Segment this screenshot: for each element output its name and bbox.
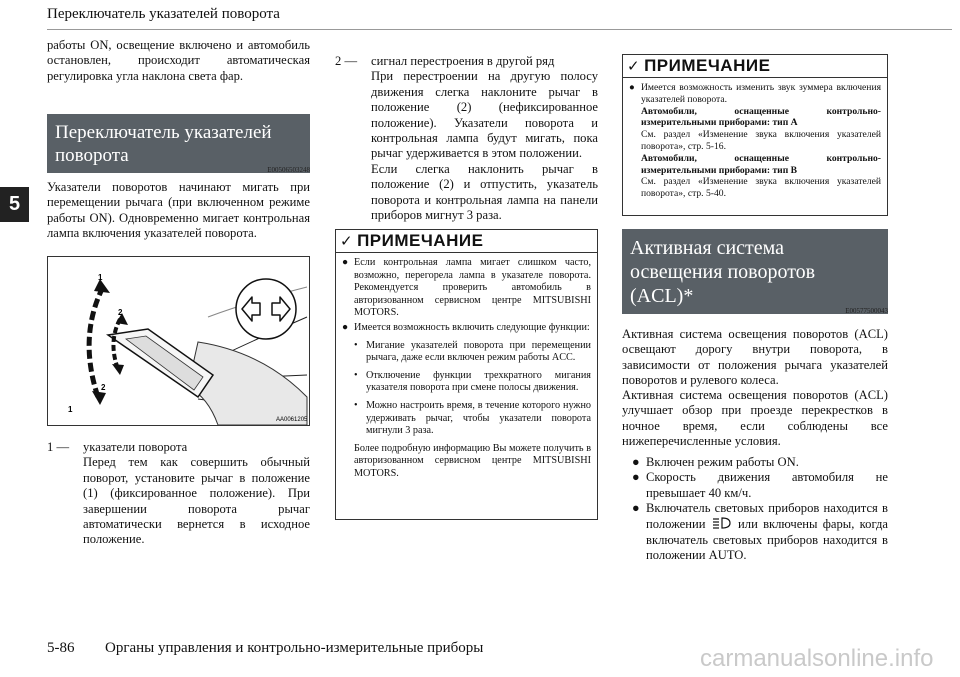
watermark: carmanualsonline.info [700,645,934,672]
check-icon: ✓ [340,233,354,250]
list-item: ● Включен режим работы ON. [632,455,799,469]
list-item: ● Скорость движения автомобиля не превышает 40 км/ч. [632,470,888,500]
item-2 [335,54,598,223]
note-bullet: ● Имеется возможность включить следующие функции: [342,321,590,333]
note-subitem: • Мигание указателей поворота при перемещении рычага, даже если включен режим работы ACC. [354,339,591,364]
lever-illustration [48,257,309,425]
check-icon: ✓ [627,58,641,75]
acl-paragraph-1: Активная система освещения поворотов (ACL) освещают дорогу внутри поворота, в зависимости от положения рычага указателей поворотов и рулевого колеса. [622,327,888,388]
note-subitem: • Отключение функции трехкратного мигания указателя поворота при смене полосы движения. [354,369,591,394]
figure-label-2-top: 2 [118,308,123,317]
note-header [623,55,887,78]
chapter-tab: 5 [0,187,29,222]
list-item: ● Включатель световых приборов находится в положении или включены фары, когда включатель световых приборов находится в положении AUTO. [632,501,888,563]
note-bullet: ● Если контрольная лампа мигает слишком часто, возможно, перегорела лампа в указателе поворота. Рекомендуется проверить автомобиль в авторизованном сервисном центре MITSUBISHI MOTORS. [342,257,591,319]
note-heading: ПРИМЕЧАНИЕ [644,56,771,75]
figure-label-2-bottom: 2 [101,383,106,392]
figure-label-1-top: 1 [98,273,103,282]
page-title: Переключатель указателей поворота [47,6,280,22]
section-title-acl: Активная система освещения поворотов (ACL)* [622,229,888,314]
item-2-number: 2 — [335,54,358,68]
page-number: 5-86 [47,640,75,656]
acl-paragraph-2: Активная система освещения поворотов (ACL) улучшает обзор при проезде перекрестков в ночное время, если соблюдены все нижеперечисленные условия. [622,388,888,449]
item-1-title: указатели поворота [83,440,188,454]
note-header [336,230,597,253]
item-2-text-1: При перестроении на другую полосу движения слегка наклоните рычаг в положение (2) (нефиксированное положение). Указатели поворота и контрольная лампа будут мигать, пока рычаг удерживается в этом положении. [371,69,598,161]
note-body [336,253,597,481]
item-1 [47,440,310,548]
header-divider [47,29,952,30]
acl-conditions [632,455,888,564]
headlight-icon [713,517,731,533]
item-1-number: 1 — [47,440,70,454]
section-code: E00506503248 [267,166,310,174]
section-code: E00577500043 [845,307,888,315]
note-bullet: ● Имеется возможность изменить звук зуммера включения указателей поворота. Автомобили, оснащенные контрольно-измерительными приборами: тип A См. раздел «Изменение звука включения указателей поворота», стр. 5-16. Автомобили, оснащенные контрольно-измерительными приборами: тип B См. раздел «Изменение звука включения указателей поворота», стр. 5-40. [629,82,881,200]
chapter-title: Органы управления и контрольно-измерительные приборы [105,640,484,656]
figure-label-1-bottom: 1 [68,405,73,414]
note-box-1 [335,229,598,520]
figure-code: AA0061205 [276,417,308,423]
section-title-turn-signal: Переключатель указателей поворота [47,114,310,173]
note-tail: Более подробную информацию Вы можете получить в авторизованном сервисном центре MITSUBISHI MOTORS. [354,442,591,479]
note-box-2 [622,54,888,216]
intro-paragraph: работы ON, освещение включено и автомобиль остановлен, происходит автоматическая регулировка угла наклона света фар. [47,38,310,83]
item-2-title: сигнал перестроения в другой ряд [371,54,555,68]
lever-figure [47,256,310,426]
note-body [623,78,887,200]
note-subitem: • Можно настроить время, в течение которого нужно удерживать рычаг, чтобы указатели поворота мигнули 3 раза. [354,399,591,437]
turn-signal-paragraph: Указатели поворотов начинают мигать при перемещении рычага (при включенном режиме работы ON). Одновременно мигает контрольная лампа включения указателей поворота. [47,180,310,241]
note-heading: ПРИМЕЧАНИЕ [357,231,484,250]
item-2-text-2: Если слегка наклонить рычаг в положение (2) и отпустить, указатель поворота и контрольная лампа на панели приборов мигнут 3 раза. [371,161,598,223]
item-1-text: Перед тем как совершить обычный поворот, установите рычаг в положение (1) (фиксированное положение). При завершении поворота рычаг автоматически вернется в исходное положение. [83,455,310,547]
